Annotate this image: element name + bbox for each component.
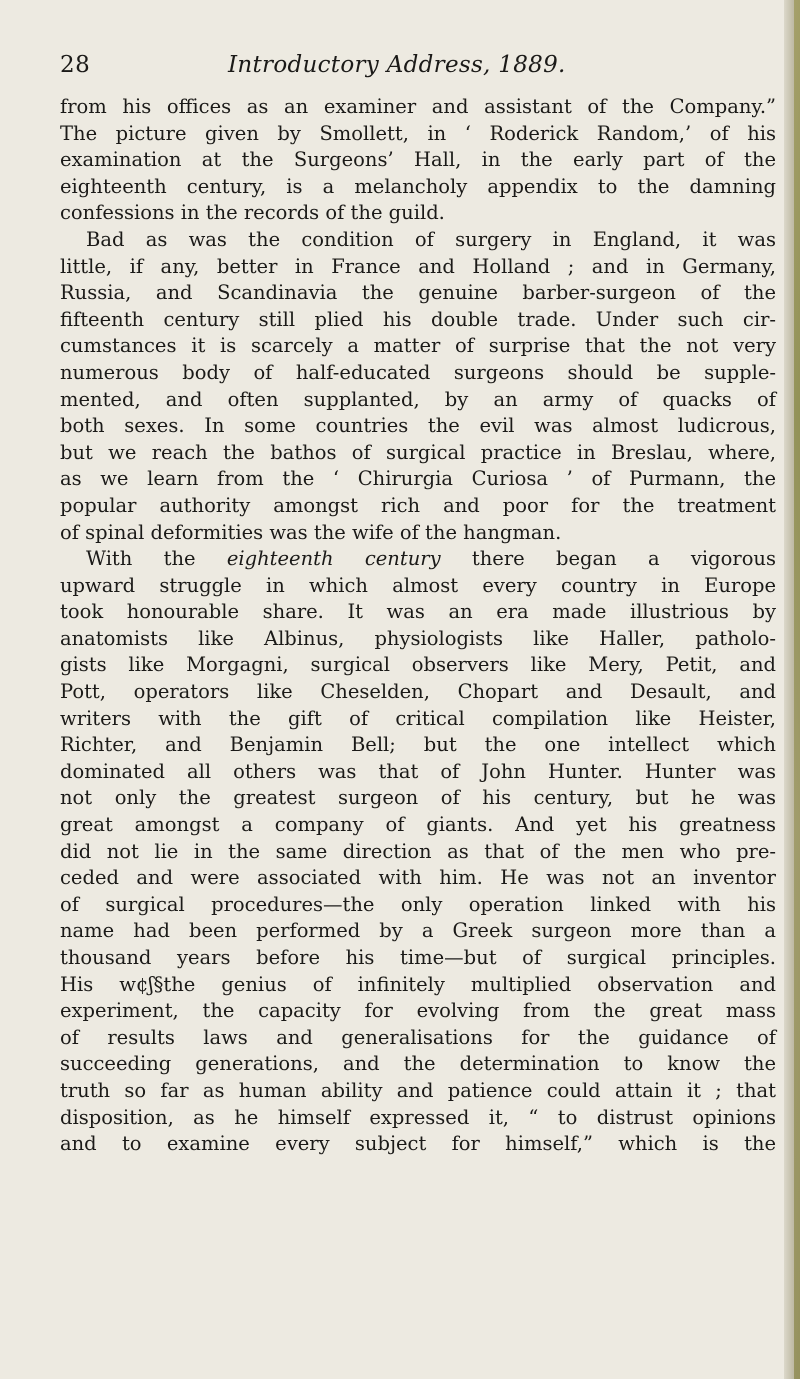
text-line: numerous body of half-educated surgeons should be supple- bbox=[60, 360, 776, 384]
page-edge-binding bbox=[794, 0, 800, 1379]
running-head: Introductory Address, 1889. bbox=[228, 52, 566, 78]
text-line: ceded and were associated with him. He was not an inventor bbox=[60, 866, 776, 890]
text-line: but we reach the bathos of surgical practice in Breslau, where, bbox=[60, 440, 776, 464]
text-fragment: there began a vigorous bbox=[440, 547, 777, 571]
text-line: popular authority amongst rich and poor for the treatment bbox=[60, 493, 776, 517]
text-line: of spinal deformities was the wife of the hangman. bbox=[60, 520, 562, 544]
text-line: both sexes. In some countries the evil was almost ludicrous, bbox=[60, 414, 776, 438]
text-line: The picture given by Smollett, in ‘ Roderick Random,’ of his bbox=[60, 121, 776, 145]
text-fragment: With the bbox=[86, 547, 227, 571]
text-line: Bad as was the condition of surgery in England, it was bbox=[86, 227, 776, 251]
text-line: from his offices as an examiner and assistant of the Company.” bbox=[60, 95, 776, 118]
page-header bbox=[60, 52, 760, 84]
text-line: Pott, operators like Cheselden, Chopart and Desault, and bbox=[60, 680, 776, 704]
text-line: experiment, the capacity for evolving from the great mass bbox=[60, 999, 776, 1023]
text-line: truth so far as human ability and patience could attain it ; that bbox=[60, 1078, 776, 1102]
body-text bbox=[60, 94, 776, 1158]
text-line: succeeding generations, and the determination to know the bbox=[60, 1052, 776, 1076]
text-line: writers with the gift of critical compilation like Heister, bbox=[60, 706, 776, 730]
text-line: as we learn from the ‘ Chirurgia Curiosa ’ of Purmann, the bbox=[60, 467, 776, 491]
text-line: of results laws and generalisations for the guidance of bbox=[60, 1025, 776, 1049]
text-line: confessions in the records of the guild. bbox=[60, 201, 445, 225]
text-line: Richter, and Benjamin Bell; but the one intellect which bbox=[60, 733, 776, 757]
text-line: His w¢ʃ§the genius of infinitely multiplied observation and bbox=[60, 972, 776, 996]
text-line: gists like Morgagni, surgical observers like Mery, Petit, and bbox=[60, 653, 776, 677]
text-line: mented, and often supplanted, by an army of quacks of bbox=[60, 387, 776, 411]
text-line: name had been performed by a Greek surgeon more than a bbox=[60, 919, 776, 943]
text-line: disposition, as he himself expressed it, “ to distrust opinions bbox=[60, 1105, 776, 1129]
text-line: upward struggle in which almost every country in Europe bbox=[60, 573, 776, 597]
text-line: dominated all others was that of John Hunter. Hunter was bbox=[60, 759, 776, 783]
italic-eighteenth-century: eighteenth century bbox=[226, 547, 441, 571]
text-line: and to examine every subject for himself,” which is the bbox=[60, 1132, 776, 1156]
text-line: Russia, and Scandinavia the genuine barber-surgeon of the bbox=[60, 281, 776, 305]
text-line: took honourable share. It was an era made illustrious by bbox=[60, 600, 776, 624]
text-line: anatomists like Albinus, physiologists like Haller, patholo- bbox=[60, 626, 776, 650]
text-line: fifteenth century still plied his double trade. Under such cir- bbox=[60, 307, 776, 331]
text-line: not only the greatest surgeon of his century, but he was bbox=[60, 786, 776, 810]
text-line-eighteenth bbox=[60, 546, 776, 573]
text-line: eighteenth century, is a melancholy appendix to the damning bbox=[60, 174, 776, 198]
text-line: of surgical procedures—the only operation linked with his bbox=[60, 892, 776, 916]
text-line: did not lie in the same direction as that of the men who pre- bbox=[60, 839, 776, 863]
text-line: cumstances it is scarcely a matter of surprise that the not very bbox=[60, 334, 776, 358]
page-number: 28 bbox=[60, 52, 91, 78]
text-line: little, if any, better in France and Holland ; and in Germany, bbox=[60, 254, 776, 278]
text-line: examination at the Surgeons’ Hall, in the early part of the bbox=[60, 148, 776, 172]
text-line: thousand years before his time—but of surgical principles. bbox=[60, 946, 776, 969]
text-line: great amongst a company of giants. And yet his greatness bbox=[60, 813, 776, 837]
